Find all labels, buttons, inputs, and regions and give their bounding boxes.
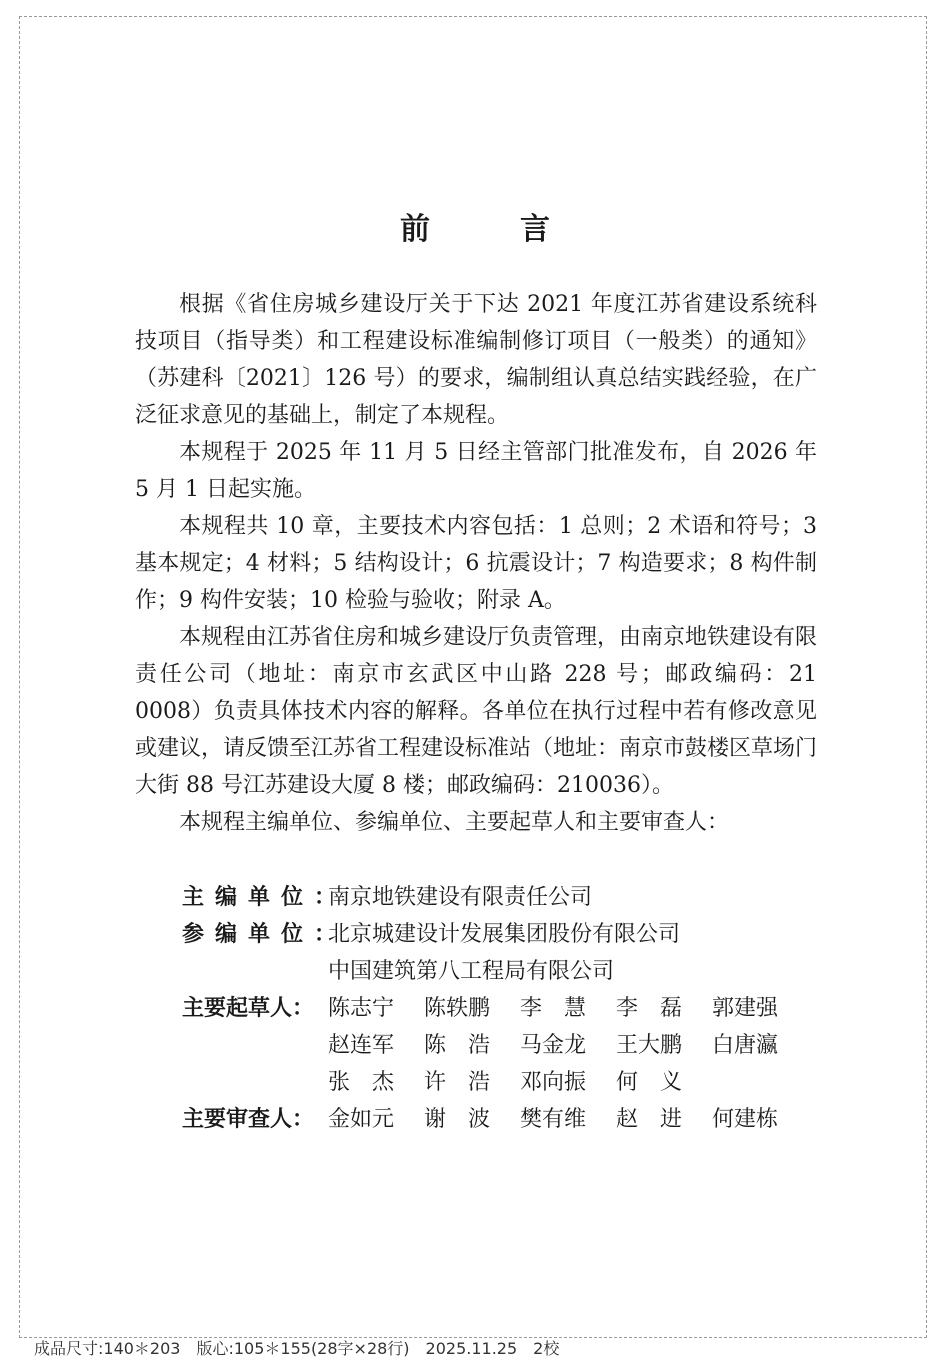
reviewers-label: 主要审查人： (182, 1107, 315, 1132)
drafter-name: 何 义 (616, 1070, 683, 1095)
page-title: 前 言 (400, 212, 580, 247)
chief-unit-row (182, 879, 822, 916)
drafter-name: 赵连军 (328, 1033, 395, 1058)
participating-units-label: 参编单位： (182, 922, 348, 947)
drafter-name: 张 杰 (328, 1070, 395, 1095)
drafter-name: 陈轶鹏 (424, 996, 491, 1021)
reviewers-row (182, 1101, 822, 1138)
reviewer-name: 何建栋 (712, 1107, 779, 1132)
drafter-name: 王大鹏 (616, 1033, 683, 1058)
drafter-name: 李 磊 (616, 996, 683, 1021)
drafter-name: 许 浩 (424, 1070, 491, 1095)
participating-unit: 北京城建设计发展集团股份有限公司 (328, 922, 681, 947)
participating-unit: 中国建筑第八工程局有限公司 (328, 959, 615, 984)
drafter-name: 马金龙 (520, 1033, 587, 1058)
drafters-row (182, 990, 822, 1101)
reviewer-name: 谢 波 (424, 1107, 491, 1132)
reviewer-name: 金如元 (328, 1107, 395, 1132)
reviewer-name: 樊有维 (520, 1107, 587, 1132)
paragraph-effective-date: 本规程于 2025 年 11 月 5 日经主管部门批准发布，自 2026 年 5 月 1 日起实施。 (135, 440, 817, 502)
paragraph-basis: 根据《省住房城乡建设厅关于下达 2021 年度江苏省建设系统科技项目（指导类）和工程建设标准编制修订项目（一般类）的通知》（苏建科〔2021〕126 号）的要求，编制组认真总结实践经验，在广泛征求意见的基础上，制定了本规程。 (135, 292, 817, 428)
participating-units-row (182, 916, 822, 990)
chief-unit-value: 南京地铁建设有限责任公司 (328, 885, 593, 910)
drafters-label: 主要起草人： (182, 996, 315, 1021)
paragraph-management: 本规程由江苏省住房和城乡建设厅负责管理，由南京地铁建设有限责任公司（地址：南京市玄武区中山路 228 号；邮政编码：21 0008）负责具体技术内容的解释。各单位在执行过程中若有修改意见或建议，请反馈至江苏省工程建设标准站（地址：南京市鼓楼区草场门大街 88 号江苏建设大厦 8 楼；邮政编码：210036）。 (135, 625, 818, 798)
drafter-name: 郭建强 (712, 996, 779, 1021)
reviewers-names (328, 1101, 822, 1138)
reviewer-name: 赵 进 (616, 1107, 683, 1132)
chief-unit-label: 主编单位： (182, 885, 348, 910)
paragraph-contents: 本规程共 10 章，主要技术内容包括：1 总则；2 术语和符号；3 基本规定；4 材料；5 结构设计；6 抗震设计；7 构造要求；8 构件制作；9 构件安装；10 检验与验收；附录 A。 (135, 514, 818, 613)
preface-body (135, 286, 817, 841)
paragraph-units-intro: 本规程主编单位、参编单位、主要起草人和主要审查人： (179, 810, 730, 835)
drafter-name: 李 慧 (520, 996, 587, 1021)
drafters-names (328, 990, 822, 1101)
print-spec-footer: 成品尺寸:140＊203 版心:105＊155(28字×28行) 2025.11.25 2校 (34, 1339, 560, 1358)
drafter-name: 陈志宁 (328, 996, 395, 1021)
drafter-name: 邓向振 (520, 1070, 587, 1095)
drafter-name: 陈 浩 (424, 1033, 491, 1058)
units-list (182, 879, 822, 1138)
drafter-name: 白唐瀛 (712, 1033, 779, 1058)
